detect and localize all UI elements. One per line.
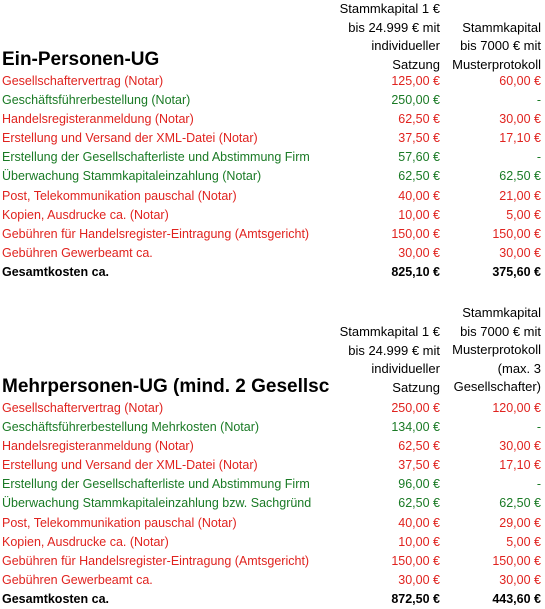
cost-model-protocol: 30,00 € bbox=[499, 245, 541, 260]
header-line: individueller bbox=[371, 38, 440, 53]
header-col-individual-statutes bbox=[320, 0, 440, 74]
cost-label: Geschäftsführerbestellung Mehrkosten (Notar) bbox=[2, 420, 260, 435]
header-line: Satzung bbox=[392, 379, 440, 395]
table-row bbox=[0, 437, 545, 456]
table-row bbox=[0, 91, 545, 110]
cost-model-protocol: 375,60 € bbox=[492, 264, 541, 279]
cost-individual-statutes: 62,50 € bbox=[398, 169, 440, 184]
table-row bbox=[0, 494, 545, 513]
cost-model-protocol: 21,00 € bbox=[499, 188, 541, 203]
cost-individual-statutes: 150,00 € bbox=[391, 226, 440, 241]
header-line: (max. 3 bbox=[497, 360, 541, 376]
cost-model-protocol: - bbox=[536, 420, 541, 435]
cost-label: Gesellschaftervertrag (Notar) bbox=[2, 74, 164, 88]
table-row bbox=[0, 399, 545, 418]
cost-model-protocol: - bbox=[536, 150, 541, 165]
cost-label: Gebühren Gewerbeamt ca. bbox=[2, 245, 153, 260]
cost-individual-statutes: 250,00 € bbox=[391, 401, 440, 415]
cost-individual-statutes: 125,00 € bbox=[391, 74, 440, 88]
cost-label: Kopien, Ausdrucke ca. (Notar) bbox=[2, 534, 169, 549]
cost-individual-statutes: 62,50 € bbox=[398, 112, 440, 127]
header-line: Stammkapital 1 € bbox=[339, 324, 440, 339]
table-row bbox=[0, 110, 545, 129]
table-row bbox=[0, 187, 545, 206]
cost-label: Post, Telekommunikation pauschal (Notar) bbox=[2, 188, 237, 203]
table-row bbox=[0, 514, 545, 533]
total-row bbox=[0, 590, 545, 609]
table-row bbox=[0, 72, 545, 91]
section-ein-personen-ug bbox=[0, 0, 545, 280]
cost-individual-statutes: 96,00 € bbox=[398, 477, 440, 492]
header-line: bis 24.999 € mit bbox=[348, 342, 440, 358]
cost-label: Gesamtkosten ca. bbox=[2, 264, 109, 279]
cost-label: Überwachung Stammkapitaleinzahlung bzw. Sachgründ bbox=[2, 496, 312, 511]
header-line: Musterprotokoll bbox=[452, 56, 541, 72]
cost-label: Gebühren Gewerbeamt ca. bbox=[2, 572, 153, 587]
table-row bbox=[0, 167, 545, 186]
cost-model-protocol: 150,00 € bbox=[492, 226, 541, 241]
cost-model-protocol: - bbox=[536, 93, 541, 108]
header-col-model-protocol bbox=[446, 304, 541, 397]
header-line: bis 7000 € mit bbox=[460, 323, 541, 339]
cost-table bbox=[0, 399, 545, 609]
cost-label: Post, Telekommunikation pauschal (Notar) bbox=[2, 515, 237, 530]
table-row bbox=[0, 129, 545, 148]
cost-label: Gebühren für Handelsregister-Eintragung (Amtsgericht) bbox=[2, 226, 310, 241]
cost-model-protocol: 17,10 € bbox=[499, 458, 541, 473]
table-row bbox=[0, 418, 545, 437]
cost-individual-statutes: 150,00 € bbox=[391, 553, 440, 568]
cost-individual-statutes: 30,00 € bbox=[398, 572, 440, 587]
cost-individual-statutes: 57,60 € bbox=[398, 150, 440, 165]
cost-model-protocol: 150,00 € bbox=[492, 553, 541, 568]
cost-individual-statutes: 62,50 € bbox=[398, 439, 440, 454]
table-row bbox=[0, 456, 545, 475]
header-line: bis 24.999 € mit bbox=[348, 19, 440, 35]
cost-individual-statutes: 37,50 € bbox=[398, 458, 440, 473]
cost-label: Gesellschaftervertrag (Notar) bbox=[2, 401, 164, 415]
cost-individual-statutes: 40,00 € bbox=[398, 515, 440, 530]
cost-model-protocol: - bbox=[536, 477, 541, 492]
cost-label: Erstellung und Versand der XML-Datei (Notar) bbox=[2, 458, 258, 473]
header-line: Gesellschafter) bbox=[453, 379, 541, 394]
cost-individual-statutes: 37,50 € bbox=[398, 131, 440, 146]
cost-label: Kopien, Ausdrucke ca. (Notar) bbox=[2, 207, 169, 222]
table-row bbox=[0, 571, 545, 590]
header-line: individueller bbox=[371, 361, 440, 376]
cost-model-protocol: 443,60 € bbox=[492, 591, 541, 606]
header-line: Stammkapital bbox=[462, 305, 541, 320]
header-line: Musterprotokoll bbox=[452, 342, 541, 357]
cost-model-protocol: 120,00 € bbox=[492, 401, 541, 415]
cost-model-protocol: 62,50 € bbox=[499, 496, 541, 511]
cost-label: Gesamtkosten ca. bbox=[2, 591, 109, 606]
header-line: bis 7000 € mit bbox=[460, 38, 541, 53]
cost-individual-statutes: 40,00 € bbox=[398, 188, 440, 203]
cost-model-protocol: 17,10 € bbox=[499, 131, 541, 146]
table-row bbox=[0, 244, 545, 263]
header-line: Satzung bbox=[392, 56, 440, 72]
cost-individual-statutes: 250,00 € bbox=[391, 93, 440, 108]
cost-label: Gebühren für Handelsregister-Eintragung (Amtsgericht) bbox=[2, 553, 310, 568]
table-row bbox=[0, 225, 545, 244]
section-title: Mehrpersonen-UG (mind. 2 Gesellsc bbox=[2, 376, 330, 397]
cost-label: Geschäftsführerbestellung (Notar) bbox=[2, 93, 191, 108]
cost-individual-statutes: 62,50 € bbox=[398, 496, 440, 511]
cost-label: Erstellung der Gesellschafterliste und Abstimmung Firm bbox=[2, 477, 310, 492]
cost-model-protocol: 30,00 € bbox=[499, 572, 541, 587]
section-mehrpersonen-ug bbox=[0, 303, 545, 606]
cost-individual-statutes: 10,00 € bbox=[398, 207, 440, 222]
cost-label: Überwachung Stammkapitaleinzahlung (Notar) bbox=[2, 169, 262, 184]
header-col-model-protocol bbox=[446, 19, 541, 75]
section-title: Ein-Personen-UG bbox=[2, 49, 160, 70]
total-row bbox=[0, 263, 545, 282]
table-row bbox=[0, 206, 545, 225]
cost-label: Erstellung der Gesellschafterliste und Abstimmung Firm bbox=[2, 150, 310, 165]
table-row bbox=[0, 552, 545, 571]
table-row bbox=[0, 148, 545, 167]
table-row bbox=[0, 533, 545, 552]
cost-table bbox=[0, 72, 545, 282]
cost-label: Handelsregisteranmeldung (Notar) bbox=[2, 112, 194, 127]
cost-individual-statutes: 872,50 € bbox=[391, 591, 440, 606]
cost-model-protocol: 5,00 € bbox=[506, 534, 541, 549]
cost-model-protocol: 30,00 € bbox=[499, 439, 541, 454]
cost-model-protocol: 60,00 € bbox=[499, 74, 541, 88]
header-line: Stammkapital bbox=[462, 19, 541, 35]
cost-individual-statutes: 30,00 € bbox=[398, 245, 440, 260]
cost-model-protocol: 30,00 € bbox=[499, 112, 541, 127]
cost-model-protocol: 62,50 € bbox=[499, 169, 541, 184]
header-col-individual-statutes bbox=[320, 323, 440, 397]
cost-individual-statutes: 10,00 € bbox=[398, 534, 440, 549]
header-line: Stammkapital 1 € bbox=[339, 1, 440, 16]
cost-label: Handelsregisteranmeldung (Notar) bbox=[2, 439, 194, 454]
table-row bbox=[0, 475, 545, 494]
cost-individual-statutes: 134,00 € bbox=[391, 420, 440, 435]
cost-model-protocol: 29,00 € bbox=[499, 515, 541, 530]
cost-label: Erstellung und Versand der XML-Datei (Notar) bbox=[2, 131, 258, 146]
cost-model-protocol: 5,00 € bbox=[506, 207, 541, 222]
cost-individual-statutes: 825,10 € bbox=[391, 264, 440, 279]
